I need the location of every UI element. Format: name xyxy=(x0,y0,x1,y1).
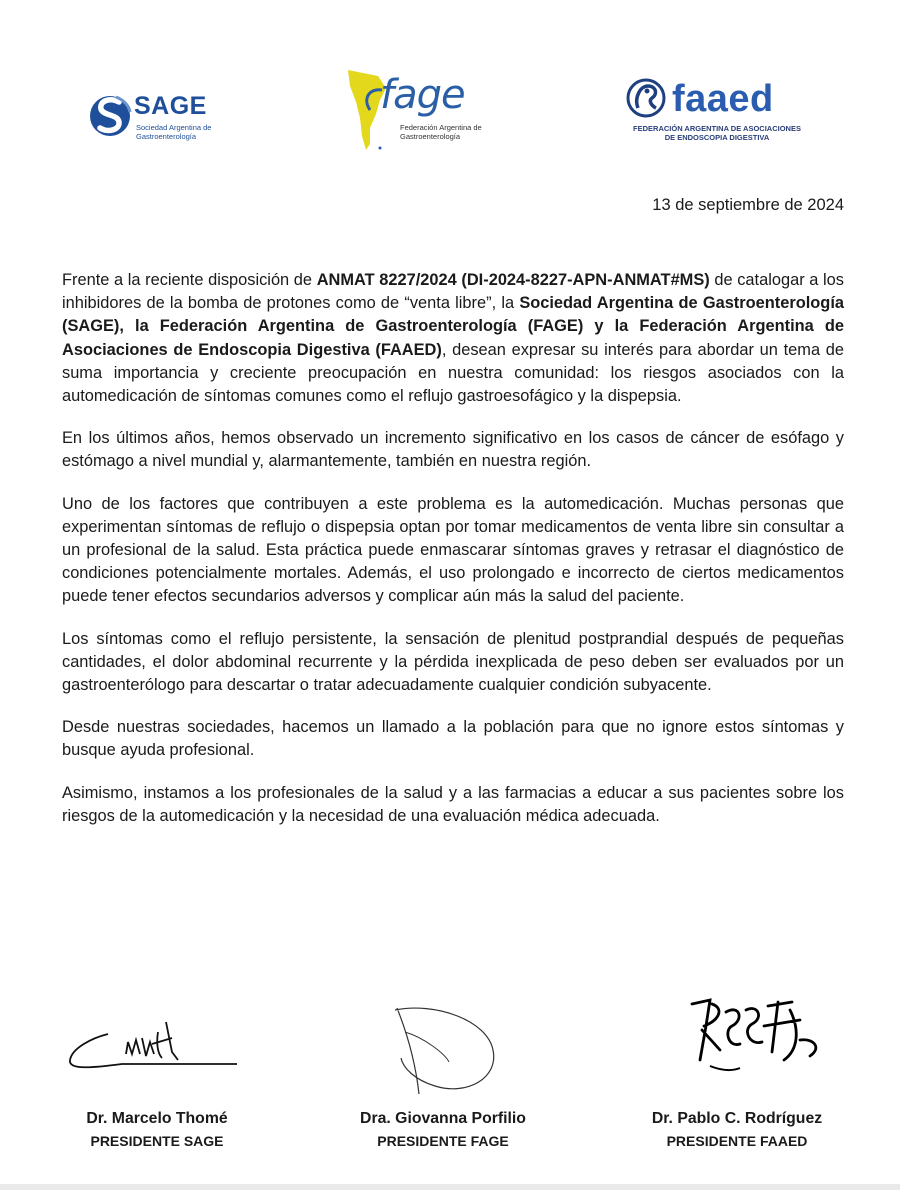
paragraph-6: Asimismo, instamos a los profesionales de la salud y a las farmacias a educar a sus pacientes sobre los riesgos de la automedicación y la necesidad de una evaluación médica adecuada. xyxy=(62,783,844,825)
sage-logo xyxy=(88,84,218,150)
paragraph-1 xyxy=(62,269,844,408)
signer-thome xyxy=(37,1108,277,1152)
signer-role: PRESIDENTE SAGE xyxy=(90,1133,224,1149)
signer-name: Dr. Marcelo Thomé xyxy=(86,1110,228,1127)
faaed-logo-subtitle: FEDERACIÓN ARGENTINA DE ASOCIACIONES DE ENDOSCOPIA DIGESTIVA xyxy=(633,124,801,142)
societies-names: Sociedad Argentina de Gastroenterología (SAGE), la Federación Argentina de Gastroenterología (FAGE) y la Federación Argentina de Asociaciones de Endoscopia Digestiva (FAAED) xyxy=(62,294,844,359)
faaed-logo-name: faaed xyxy=(672,78,774,120)
fage-logo-name: fage xyxy=(380,72,465,118)
sage-logo-name: SAGE xyxy=(134,92,207,120)
signer-porfilio xyxy=(323,1108,563,1152)
paragraph-1-text-c: , desean expresar su interés para abordar un tema de suma importancia y creciente preocupación en nuestra comunidad: los riesgos asociados con la automedicación de síntomas comunes como el reflujo gastroesofágico y la dispepsia. xyxy=(62,340,844,406)
signer-name: Dr. Pablo C. Rodríguez xyxy=(651,1110,823,1127)
faaed-emblem-icon xyxy=(622,76,674,124)
signature-rodriguez xyxy=(680,990,830,1085)
signer-name: Dra. Giovanna Porfilio xyxy=(360,1110,526,1127)
fage-logo xyxy=(340,66,485,156)
fage-logo-subtitle: Federación Argentina de Gastroenterología xyxy=(400,123,482,141)
anmat-reference: ANMAT 8227/2024 (DI-2024-8227-APN-ANMAT#MS) xyxy=(316,271,710,289)
sage-logo-subtitle: Sociedad Argentina de Gastroenterología xyxy=(136,123,212,141)
sage-emblem-icon xyxy=(88,84,134,150)
paragraph-3: Uno de los factores que contribuyen a este problema es la automedicación. Muchas personas que experimentan síntomas de reflujo o dispepsia optan por tomar medicamentos de venta libre sin consultar a un profesional de la salud. Esta práctica puede enmascarar síntomas graves y retrasar el diagnóstico de condiciones potencialmente mortales. Además, el uso prolongado e incorrecto de ciertos medicamentos puede tener efectos secundarios adversos y complicar aún más la salud del paciente. xyxy=(62,494,844,606)
letter-date: 13 de septiembre de 2024 xyxy=(652,196,844,214)
paragraph-5: Desde nuestras sociedades, hacemos un llamado a la población para que no ignore estos síntomas y busque ayuda profesional. xyxy=(62,718,844,760)
signer-role: PRESIDENTE FAAED xyxy=(666,1133,808,1149)
signer-role: PRESIDENTE FAGE xyxy=(377,1133,509,1149)
page-bottom-edge xyxy=(0,1184,900,1190)
signature-porfilio xyxy=(375,998,510,1098)
paragraph-4: Los síntomas como el reflujo persistente, la sensación de plenitud postprandial después de pequeñas cantidades, el dolor abdominal recurrente y la pérdida inexplicada de peso deben ser evaluados por un gastroenterólogo para descartar o tratar adecuadamente cualquier condición subyacente. xyxy=(62,629,844,695)
paragraph-2: En los últimos años, hemos observado un incremento significativo en los casos de cáncer de esófago y estómago a nivel mundial y, alarmantemente, también en nuestra región. xyxy=(62,429,844,471)
paragraph-1-text-b: de catalogar a los inhibidores de la bomba de protones como de “venta libre”, la xyxy=(62,271,844,313)
faaed-logo xyxy=(622,76,802,146)
letter-body xyxy=(62,269,844,847)
signature-thome xyxy=(62,1002,242,1082)
signer-rodriguez xyxy=(617,1108,857,1152)
paragraph-1-text-a: Frente a la reciente disposición de xyxy=(62,271,317,289)
